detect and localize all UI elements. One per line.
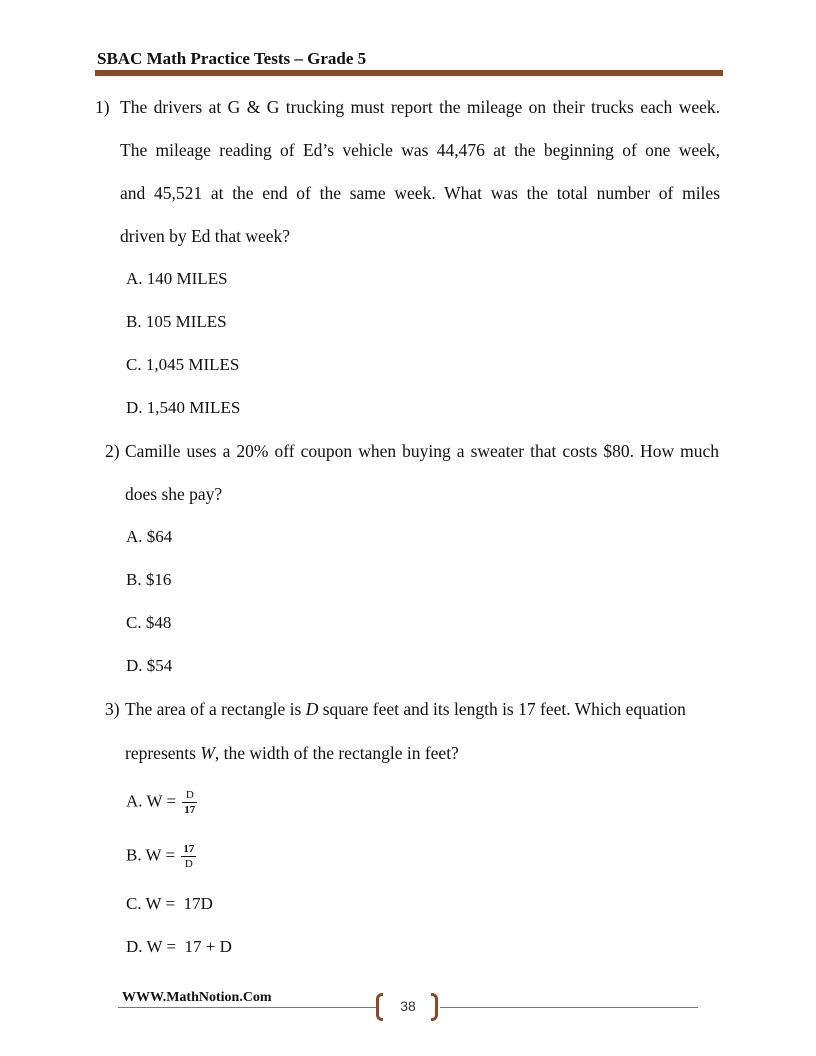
- answer-option: C. 1,045 MILES: [126, 355, 240, 374]
- footer-divider-left: [118, 1007, 376, 1008]
- answer-option: A. 140 MILES: [126, 269, 228, 288]
- question-text-line: does she pay?: [125, 484, 223, 504]
- fraction: [181, 843, 196, 870]
- question-text-line: The drivers at G & G trucking must report the mileage on their trucks each week.: [120, 97, 720, 117]
- question-text: square feet and its length is 17 feet. Which equation: [318, 699, 686, 719]
- fraction: [182, 789, 197, 816]
- question-text: represents: [125, 743, 201, 763]
- answer-option: C. $48: [126, 613, 172, 632]
- answer-option: A. $64: [126, 527, 173, 546]
- page-number: 38: [400, 998, 416, 1014]
- question-text-line: The mileage reading of Ed’s vehicle was 44,476 at the beginning of one week,: [120, 140, 720, 160]
- footer-website[interactable]: WWW.MathNotion.Com: [122, 990, 272, 1005]
- variable-d: D: [305, 699, 319, 719]
- question-text-line: [125, 698, 719, 720]
- answer-prefix: A. W =: [126, 791, 181, 811]
- answer-option: [126, 789, 197, 816]
- left-bracket-icon: [376, 993, 383, 1021]
- question-text-line: [125, 742, 459, 764]
- answer-option: C. W = 17D: [126, 894, 213, 913]
- answer-option: D. W = 17 + D: [126, 937, 232, 956]
- fraction-denominator: D: [184, 858, 193, 870]
- fraction-denominator: 17: [184, 804, 196, 816]
- variable-w: W: [200, 743, 215, 763]
- header-divider: [95, 70, 723, 76]
- footer-divider-right: [440, 1007, 698, 1008]
- question-text-line: driven by Ed that week?: [120, 226, 291, 246]
- answer-option: D. 1,540 MILES: [126, 398, 241, 417]
- answer-option: B. $16: [126, 570, 172, 589]
- question-number: 3): [105, 699, 120, 719]
- answer-option: D. $54: [126, 656, 173, 675]
- right-bracket-icon: [431, 993, 438, 1021]
- answer-option: [126, 843, 196, 870]
- question-text-line: and 45,521 at the end of the same week. What was the total number of miles: [120, 183, 720, 203]
- answer-option: B. 105 MILES: [126, 312, 227, 331]
- question-text-line: Camille uses a 20% off coupon when buying a sweater that costs $80. How much: [125, 441, 719, 461]
- question-text: , the width of the rectangle in feet?: [214, 743, 459, 763]
- question-number: 1): [95, 97, 110, 117]
- question-number: 2): [105, 441, 120, 461]
- header-title: SBAC Math Practice Tests – Grade 5: [97, 49, 367, 68]
- question-text: The area of a rectangle is: [125, 699, 306, 719]
- fraction-numerator: 17: [183, 843, 195, 855]
- fraction-numerator: D: [182, 789, 197, 803]
- answer-prefix: B. W =: [126, 845, 180, 865]
